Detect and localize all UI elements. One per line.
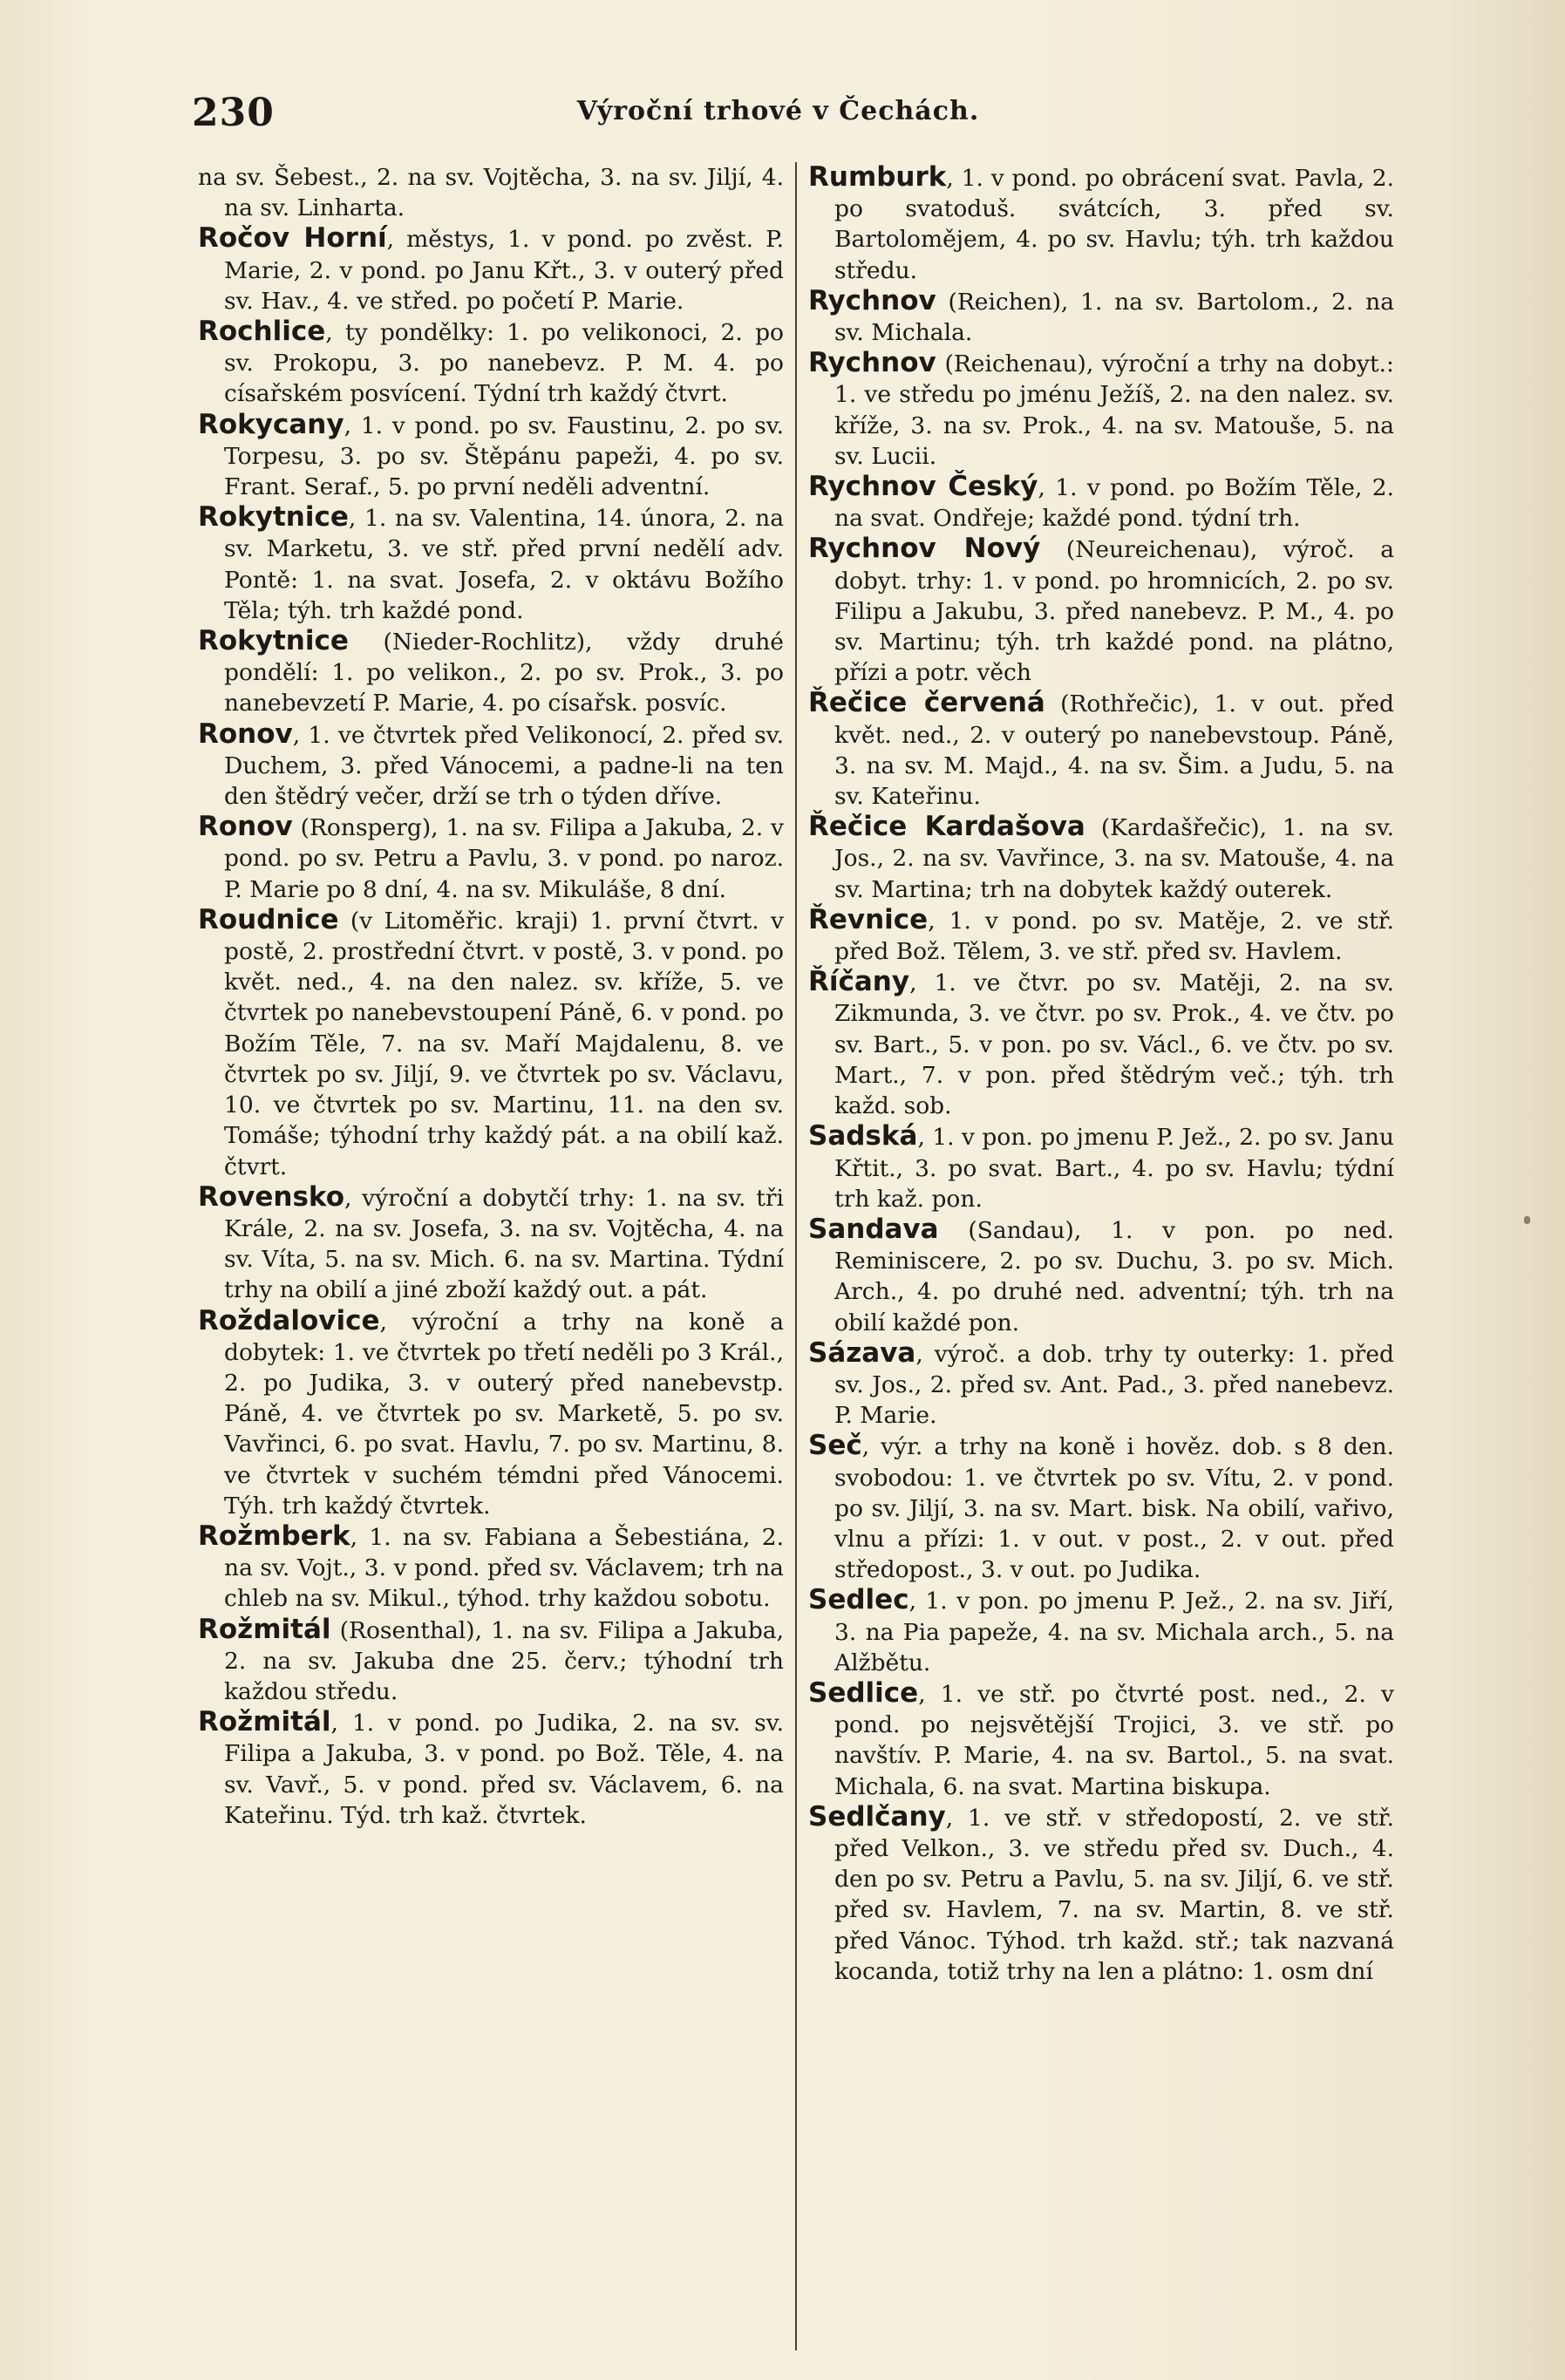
directory-entry — [198, 719, 784, 813]
entry-town-name: Ročov Horní — [198, 222, 387, 255]
directory-entry — [198, 1615, 784, 1708]
entry-market-dates: , 1. v pon. po jmenu P. Jež., 2. na sv. Jiří, 3. na Pia papeže, 4. na sv. Michala arch., 5. na Alžbětu. — [834, 1588, 1394, 1676]
directory-entry — [808, 905, 1394, 967]
entry-town-name: Ronov — [198, 717, 293, 750]
entry-market-dates: , 1. na sv. Fabiana a Šebestiána, 2. na sv. Vojt., 3. v pond. před sv. Václavem; trh na chleb na sv. Mikul., týhod. trhy každou sobotu. — [224, 1523, 784, 1613]
entry-town-name: Rochlice — [198, 316, 326, 348]
directory-entry — [808, 162, 1394, 286]
entry-market-dates: na sv. Šebest., 2. na sv. Vojtěcha, 3. na sv. Jiljí, 4. na sv. Linharta. — [198, 164, 784, 222]
entry-town-name: Sadská — [808, 1120, 918, 1153]
directory-entry — [198, 316, 784, 410]
directory-entry — [198, 1707, 784, 1831]
entry-town-name: Rychnov — [808, 284, 936, 316]
directory-entry — [198, 162, 784, 223]
entry-town-name: Seč — [808, 1430, 862, 1462]
entry-town-name: Rožmberk — [198, 1520, 350, 1552]
entry-market-dates: (Reichenau), výroční a trhy na dobyt.: 1. ve středu po jménu Ježíš, 2. na den nalez. sv. kříže, 3. na sv. Prok., 4. na sv. Matouše, 5. na sv. Lucii. — [834, 350, 1394, 470]
entry-market-dates: (Rothřečic), 1. v out. před květ. ned., 2. v outerý po nanebevstoup. Páně, 3. na sv. M. Majd., 4. na sv. Šim. a Judu, 5. na sv. Kateřinu. — [834, 690, 1394, 811]
entry-market-dates: , výr. a trhy na koně i hověz. dob. s 8 den. svobodou: 1. ve čtvrtek po sv. Vítu, 2. v pond. po sv. Jiljí, 3. na sv. Mart. bisk. Na obilí, vařivo, vlnu a přízi: 1. v out. v post., 2. v out. před středopost., 3. v out. po Judika. — [834, 1433, 1394, 1584]
directory-entry — [808, 286, 1394, 348]
entry-town-name: Rychnov Nový — [808, 533, 1041, 565]
directory-entry — [198, 812, 784, 905]
entry-market-dates: (Nieder-Rochlitz), vždy druhé pondělí: 1. po velikon., 2. po sv. Prok., 3. po nanebevzetí P. Marie, 4. po císařsk. posvíc. — [224, 629, 784, 717]
directory-entry — [198, 626, 784, 719]
directory-entry — [808, 1214, 1394, 1338]
directory-entry — [808, 534, 1394, 688]
running-title: Výroční trhové v Čechách. — [576, 96, 980, 126]
left-column — [198, 162, 784, 1831]
entry-market-dates: , 1. v pond. po sv. Matěje, 2. ve stř. před Bož. Tělem, 3. ve stř. před sv. Havlem. — [834, 907, 1394, 966]
directory-entry — [808, 1678, 1394, 1802]
entry-market-dates: , 1. v pond. po obrácení svat. Pavla, 2. po svatoduš. svátcích, 3. před sv. Bartolomějem, 4. po sv. Havlu; týh. trh každou středu. — [834, 165, 1394, 284]
entry-market-dates: , ty pondělky: 1. po velikonoci, 2. po sv. Prokopu, 3. po nanebevz. P. M. 4. po císařském posvícení. Týdní trh každý čtvrt. — [224, 319, 784, 408]
entry-town-name: Rumburk — [808, 161, 947, 193]
entry-market-dates: , 1. ve čtvr. po sv. Matěji, 2. na sv. Zikmunda, 3. ve čtvr. po sv. Prok., 4. ve čtv. po sv. Bart., 5. v pon. po sv. Václ., 6. ve čtv. po sv. Mart., 7. v pon. před štědrým več.; týh. trh každ. sob. — [834, 969, 1394, 1120]
directory-entry — [808, 1802, 1394, 1987]
entry-town-name: Rožmitál — [198, 1613, 331, 1645]
entry-town-name: Rožmitál — [198, 1706, 331, 1738]
entry-town-name: Ronov — [198, 811, 293, 843]
entry-market-dates: , městys, 1. v pond. po zvěst. P. Marie, 2. v pond. po Janu Křt., 3. v outerý před sv. Hav., 4. ve střed. po početí P. Marie. — [224, 226, 784, 315]
directory-entry — [198, 410, 784, 503]
entry-town-name: Rokytnice — [198, 501, 349, 534]
directory-entry — [808, 472, 1394, 534]
entry-town-name: Rychnov Český — [808, 471, 1038, 503]
right-column — [808, 162, 1394, 1987]
entry-market-dates: (Kardašřečic), 1. na sv. Jos., 2. na sv. Vavřince, 3. na sv. Matouše, 4. na sv. Martina; trh na dobytek každý outerek. — [834, 814, 1394, 903]
entry-market-dates: , 1. v pond. po Judika, 2. na sv. sv. Filipa a Jakuba, 3. v pond. po Bož. Těle, 4. na sv. Vavř., 5. v pond. před sv. Václavem, 6. na Kateřinu. Týd. trh kaž. čtvrtek. — [224, 1710, 784, 1829]
directory-entry — [198, 502, 784, 626]
directory-entry — [198, 1521, 784, 1615]
entry-market-dates: , 1. na sv. Valentina, 14. února, 2. na sv. Marketu, 3. ve stř. před první nedělí adv. Pontě: 1. na svat. Josefa, 2. v oktávu Božího Těla; týh. trh každé pond. — [224, 505, 784, 624]
page-header — [192, 91, 1364, 143]
directory-entry — [808, 688, 1394, 812]
entry-town-name: Sedlice — [808, 1676, 919, 1709]
entry-town-name: Sázava — [808, 1336, 916, 1369]
entry-market-dates: (Rosenthal), 1. na sv. Filipa a Jakuba, 2. na sv. Jakuba dne 25. červ.; týhodní trh každou středu. — [224, 1616, 784, 1705]
entry-market-dates: (Sandau), 1. v pon. po ned. Reminiscere, 2. po sv. Duchu, 3. po sv. Mich. Arch., 4. po druhé ned. adventní; týh. trh na obilí každé pon. — [834, 1216, 1394, 1336]
directory-entry — [808, 1338, 1394, 1431]
entry-market-dates: , výroční a dobytčí trhy: 1. na sv. tři Krále, 2. na sv. Josefa, 3. na sv. Vojtěcha, 4. na sv. Víta, 5. na sv. Mich. 6. na sv. Martina. Týdní trhy na obilí a jiné zboží každý out. a pát. — [224, 1184, 784, 1304]
entry-town-name: Rychnov — [808, 347, 936, 379]
entry-market-dates: , výroč. a dob. trhy ty outerky: 1. před sv. Jos., 2. před sv. Ant. Pad., 3. před nanebevz. P. Marie. — [834, 1340, 1394, 1430]
entry-town-name: Rokycany — [198, 408, 344, 440]
entry-market-dates: (Reichen), 1. na sv. Bartolom., 2. na sv. Michala. — [834, 288, 1394, 347]
entry-town-name: Řevnice — [808, 903, 929, 935]
directory-entry — [808, 348, 1394, 472]
directory-entry — [808, 967, 1394, 1121]
directory-entry — [808, 1585, 1394, 1678]
entry-town-name: Řečice červená — [808, 687, 1045, 719]
entry-town-name: Rokytnice — [198, 625, 349, 657]
page-number: 230 — [192, 91, 275, 135]
entry-town-name: Roždalovice — [198, 1304, 380, 1336]
entry-town-name: Sandava — [808, 1213, 939, 1245]
column-divider — [795, 162, 797, 2350]
directory-entry — [198, 223, 784, 316]
entry-market-dates: , 1. v pon. po jmenu P. Jež., 2. po sv. Janu Křtit., 3. po svat. Bart., 4. po sv. Havlu; týdní trh kaž. pon. — [834, 1124, 1394, 1213]
entry-market-dates: , 1. ve stř. po čtvrté post. ned., 2. v pond. po nejsvětější Trojici, 3. ve stř. po navštív. P. Marie, 4. na sv. Bartol., 5. na svat. Michala, 6. na svat. Martina biskupa. — [834, 1680, 1394, 1800]
entry-town-name: Řečice Kardašova — [808, 811, 1085, 843]
entry-market-dates: , 1. ve čtvrtek před Velikonocí, 2. před sv. Duchem, 3. před Vánocemi, a padne-li na ten den štědrý večer, drží se trh o týden dříve. — [224, 721, 784, 811]
entry-town-name: Sedlčany — [808, 1800, 946, 1833]
entry-market-dates: , 1. v pond. po Božím Těle, 2. na svat. Ondřeje; každé pond. týdní trh. — [834, 474, 1394, 533]
entry-town-name: Roudnice — [198, 903, 339, 935]
directory-entry — [198, 1306, 784, 1521]
entry-town-name: Sedlec — [808, 1584, 909, 1616]
ink-speck — [1524, 1216, 1530, 1224]
entry-market-dates: (Neureichenau), výroč. a dobyt. trhy: 1. v pond. po hromnicích, 2. po sv. Filipu a Jakubu, 3. před nanebevz. P. M., 4. po sv. Martinu; týh. trh každé pond. na plátno, přízi a potr. věch — [834, 536, 1394, 687]
entry-town-name: Říčany — [808, 966, 910, 998]
entry-market-dates: , výroční a trhy na koně a dobytek: 1. ve čtvrtek po třetí neděli po 3 Král., 2. po Judika, 3. v outerý před nanebevstp. Páně, 4. ve čtvrtek po sv. Marketě, 5. po sv. Vavřinci, 6. po svat. Havlu, 7. po sv. Martinu, 8. ve čtvrtek v suchém témdni před Vánocemi. Týh. trh každý čtvrtek. — [224, 1308, 784, 1520]
directory-entry — [808, 812, 1394, 905]
entry-market-dates: , 1. v pond. po sv. Faustinu, 2. po sv. Torpesu, 3. po sv. Štěpánu papeži, 4. po sv. Frant. Seraf., 5. po první neděli adventní. — [224, 411, 784, 501]
directory-entry — [808, 1431, 1394, 1585]
entry-town-name: Rovensko — [198, 1180, 345, 1213]
directory-entry — [198, 1182, 784, 1306]
entry-market-dates: (v Litoměřic. kraji) 1. první čtvrt. v postě, 2. prostřední čtvrt. v postě, 3. v pond. po květ. ned., 4. na den nalez. sv. kříže, 5. ve čtvrtek po nanebevstoupení Páně, 6. v pond. po Božím Těle, 7. na sv. Maří Majdalenu, 8. ve čtvrtek po sv. Jiljí, 9. ve čtvrtek po sv. Václavu, 10. ve čtvrtek po sv. Martinu, 11. na den sv. Tomáše; týhodní trhy každý pát. a na obilí kaž. čtvrt. — [224, 907, 784, 1180]
directory-entry — [808, 1121, 1394, 1214]
entry-market-dates: , 1. ve stř. v středopostí, 2. ve stř. před Velkon., 3. ve středu před sv. Duch., 4. den po sv. Petru a Pavlu, 5. na sv. Jiljí, 6. ve stř. před sv. Havlem, 7. na sv. Martin, 8. ve stř. před Vánoc. Týhod. trh každ. stř.; tak nazvaná kocanda, totiž trhy na len a plátno: 1. osm dní — [834, 1804, 1394, 1985]
directory-entry — [198, 905, 784, 1182]
entry-market-dates: (Ronsperg), 1. na sv. Filipa a Jakuba, 2. v pond. po sv. Petru a Pavlu, 3. v pond. po naroz. P. Marie po 8 dní, 4. na sv. Mikuláše, 8 dní. — [224, 814, 784, 903]
